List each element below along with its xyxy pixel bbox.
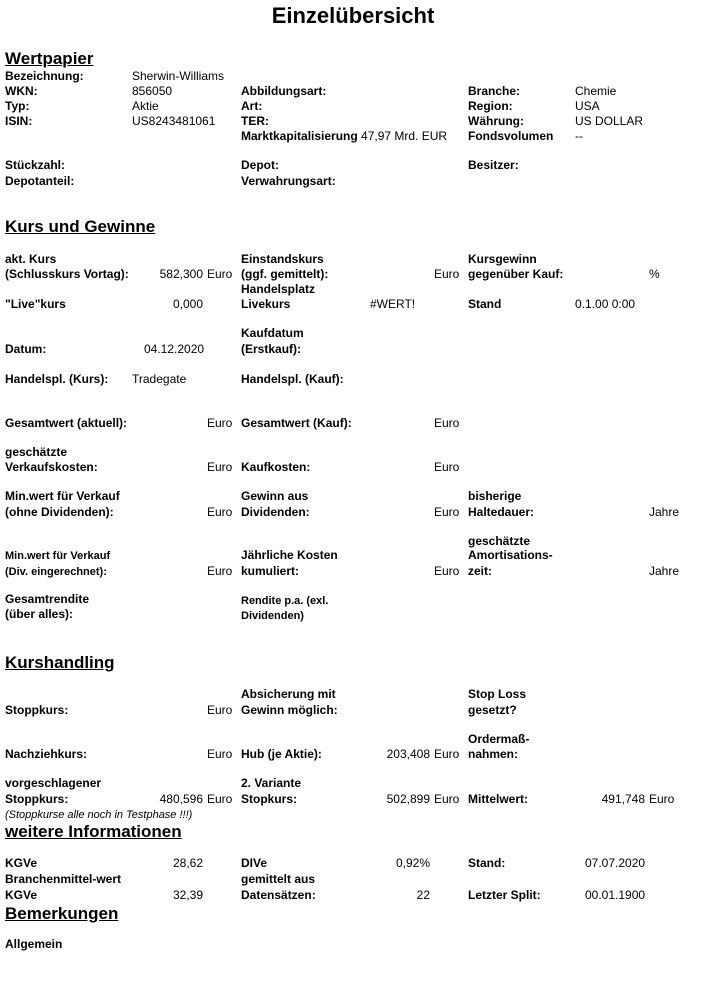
mittelwert-unit: Euro xyxy=(649,792,675,806)
branchenmittel-value: 32,39 xyxy=(173,888,204,902)
vorgeschlagener-value: 480,596 xyxy=(159,792,203,806)
bezeichnung-value: Sherwin-Williams xyxy=(132,69,225,83)
gewinn-div-unit: Euro xyxy=(434,505,460,519)
stoppkurs-unit: Euro xyxy=(207,703,233,717)
isin-label: ISIN: xyxy=(5,114,33,128)
mittelwert-label: Mittelwert: xyxy=(468,792,528,806)
bezeichnung-label: Bezeichnung: xyxy=(5,69,84,83)
waehrung-label: Währung: xyxy=(468,114,524,128)
hub-unit: Euro xyxy=(434,747,460,761)
section-weitere-informationen: weitere Informationen xyxy=(5,822,182,841)
haltedauer-label-1: bisherige xyxy=(468,489,522,503)
stand-label: Stand xyxy=(468,297,502,311)
verkaufskosten-label-1: geschätzte xyxy=(5,445,68,459)
amort-label-1: geschätzte xyxy=(468,534,531,548)
vorgeschlagener-label-1: vorgeschlagener xyxy=(5,776,102,790)
hub-label: Hub (je Aktie): xyxy=(241,747,322,761)
kaufkosten-unit: Euro xyxy=(434,460,460,474)
variante-label-2: Stopkurs: xyxy=(241,792,298,806)
verkaufskosten-label-2: Verkaufskosten: xyxy=(5,460,98,474)
minwert-ohne-label-2: (ohne Dividenden): xyxy=(5,505,114,519)
vorgeschlagener-label-2: Stoppkurs: xyxy=(5,792,69,806)
testphase-note: (Stoppkurse alle noch in Testphase !!!) xyxy=(5,809,193,821)
kosten-unit: Euro xyxy=(434,564,460,578)
handelsplatz-live-label-1: Handelsplatz xyxy=(241,282,316,296)
branche-label: Branche: xyxy=(468,84,521,98)
isin-value: US8243481061 xyxy=(132,114,216,128)
section-wertpapier: Wertpapier xyxy=(5,49,94,68)
stoppkurs-label: Stoppkurs: xyxy=(5,703,69,717)
typ-label: Typ: xyxy=(5,99,30,113)
fondsvolumen-value: -- xyxy=(575,129,583,143)
akt-kurs-unit: Euro xyxy=(207,267,233,281)
absicherung-label-2: Gewinn möglich: xyxy=(241,703,338,717)
order-label-1: Ordermaß- xyxy=(468,732,530,746)
einstand-label-1: Einstandskurs xyxy=(241,252,324,266)
akt-kurs-label-1: akt. Kurs xyxy=(5,252,57,266)
amort-label-2: Amortisations- xyxy=(468,548,553,562)
stueckzahl-label: Stückzahl: xyxy=(5,158,66,172)
kgve-label: KGVe xyxy=(5,856,38,870)
kursgewinn-label-2: gegenüber Kauf: xyxy=(468,267,564,281)
fondsvolumen-label: Fondsvolumen xyxy=(468,129,554,143)
gesamtwert-aktuell-unit: Euro xyxy=(207,416,233,430)
datum-label: Datum: xyxy=(5,342,47,356)
allgemein-label: Allgemein xyxy=(5,937,63,951)
minwert-ohne-label-1: Min.wert für Verkauf xyxy=(5,489,120,503)
amort-unit: Jahre xyxy=(649,564,680,578)
minwert-ohne-unit: Euro xyxy=(207,505,233,519)
kosten-label-1: Jährliche Kosten xyxy=(241,548,338,562)
verkaufskosten-unit: Euro xyxy=(207,460,233,474)
datum-value: 04.12.2020 xyxy=(144,342,205,356)
branche-value: Chemie xyxy=(575,84,617,98)
kaufdatum-label-2: (Erstkauf): xyxy=(241,342,302,356)
region-value: USA xyxy=(575,99,600,113)
weitere-stand-value: 07.07.2020 xyxy=(585,856,646,870)
letzter-split-value: 00.01.1900 xyxy=(585,888,646,902)
marktkap-row xyxy=(241,129,447,143)
art-label: Art: xyxy=(241,99,263,113)
handelsplatz-live-value: #WERT! xyxy=(370,297,416,311)
variante-unit: Euro xyxy=(434,792,460,806)
absicherung-label-1: Absicherung mit xyxy=(241,687,336,701)
dive-label: DIVe xyxy=(241,856,268,870)
stoploss-label-1: Stop Loss xyxy=(468,687,527,701)
kaufdatum-label-1: Kaufdatum xyxy=(241,326,304,340)
minwert-mit-label-1: Min.wert für Verkauf xyxy=(5,550,111,562)
kaufkosten-label: Kaufkosten: xyxy=(241,460,311,474)
depot-label: Depot: xyxy=(241,158,279,172)
letzter-split-label: Letzter Split: xyxy=(468,888,541,902)
vorgeschlagener-unit: Euro xyxy=(207,792,233,806)
minwert-mit-label-2: (Div. eingerechnet): xyxy=(5,566,107,578)
branchenmittel-label-2: KGVe xyxy=(5,888,38,902)
handelspl-kurs-value: Tradegate xyxy=(132,372,187,386)
hub-value: 203,408 xyxy=(386,747,430,761)
abbildungsart-label: Abbildungsart: xyxy=(241,84,327,98)
marktkap-value: 47,97 Mrd. EUR xyxy=(361,129,448,143)
datensaetze-label-2: Datensätzen: xyxy=(241,888,316,902)
live-kurs-label: "Live"kurs xyxy=(5,297,66,311)
variante-value: 502,899 xyxy=(386,792,430,806)
waehrung-value: US DOLLAR xyxy=(575,114,644,128)
akt-kurs-label-2: (Schlusskurs Vortag): xyxy=(5,267,129,281)
page-title: Einzelübersicht xyxy=(271,3,435,28)
gesamtrendite-label-1: Gesamtrendite xyxy=(5,592,90,606)
branchenmittel-label-1: Branchenmittel-wert xyxy=(5,872,122,886)
gewinn-div-label-1: Gewinn aus xyxy=(241,489,309,503)
handelspl-kurs-label: Handelspl. (Kurs): xyxy=(5,372,109,386)
depotanteil-label: Depotanteil: xyxy=(5,174,75,188)
nachziehkurs-unit: Euro xyxy=(207,747,233,761)
region-label: Region: xyxy=(468,99,513,113)
stoploss-label-2: gesetzt? xyxy=(468,703,517,717)
weitere-stand-label: Stand: xyxy=(468,856,506,870)
stand-value: 0.1.00 0:00 xyxy=(575,297,636,311)
nachziehkurs-label: Nachziehkurs: xyxy=(5,747,88,761)
datensaetze-label-1: gemittelt aus xyxy=(241,872,316,886)
minwert-mit-unit: Euro xyxy=(207,564,233,578)
wkn-label: WKN: xyxy=(5,84,38,98)
gewinn-div-label-2: Dividenden: xyxy=(241,505,310,519)
akt-kurs-value: 582,300 xyxy=(159,267,203,281)
section-kurshandling: Kurshandling xyxy=(5,653,115,672)
handelspl-kauf-label: Handelspl. (Kauf): xyxy=(241,372,344,386)
datensaetze-value: 22 xyxy=(416,888,430,902)
section-kurs-und-gewinne: Kurs und Gewinne xyxy=(5,217,156,236)
mittelwert-value: 491,748 xyxy=(601,792,645,806)
haltedauer-label-2: Haltedauer: xyxy=(468,505,535,519)
amort-label-3: zeit: xyxy=(468,564,492,578)
section-bemerkungen: Bemerkungen xyxy=(5,904,119,923)
verwahrungsart-label: Verwahrungsart: xyxy=(241,174,336,188)
handelsplatz-live-label-2: Livekurs xyxy=(241,297,291,311)
kosten-label-2: kumuliert: xyxy=(241,564,300,578)
dive-value: 0,92% xyxy=(395,856,430,870)
haltedauer-unit: Jahre xyxy=(649,505,680,519)
einstand-unit: Euro xyxy=(434,267,460,281)
wkn-value: 856050 xyxy=(132,84,173,98)
kursgewinn-unit: % xyxy=(649,267,660,281)
variante-label-1: 2. Variante xyxy=(241,776,302,790)
typ-value: Aktie xyxy=(132,99,159,113)
kgve-value: 28,62 xyxy=(173,856,204,870)
gesamtwert-aktuell-label: Gesamtwert (aktuell): xyxy=(5,416,128,430)
ter-label: TER: xyxy=(241,114,269,128)
live-kurs-value: 0,000 xyxy=(172,297,203,311)
einstand-label-2: (ggf. gemittelt): xyxy=(241,267,329,281)
marktkap-label: Marktkapitalisierung xyxy=(241,129,358,143)
rendite-pa-label-2: Dividenden) xyxy=(241,610,304,622)
rendite-pa-label-1: Rendite p.a. (exl. xyxy=(241,595,329,607)
gesamtwert-kauf-unit: Euro xyxy=(434,416,460,430)
order-label-2: nahmen: xyxy=(468,747,519,761)
gesamtrendite-label-2: (über alles): xyxy=(5,607,74,621)
besitzer-label: Besitzer: xyxy=(468,158,519,172)
kursgewinn-label-1: Kursgewinn xyxy=(468,252,537,266)
gesamtwert-kauf-label: Gesamtwert (Kauf): xyxy=(241,416,352,430)
